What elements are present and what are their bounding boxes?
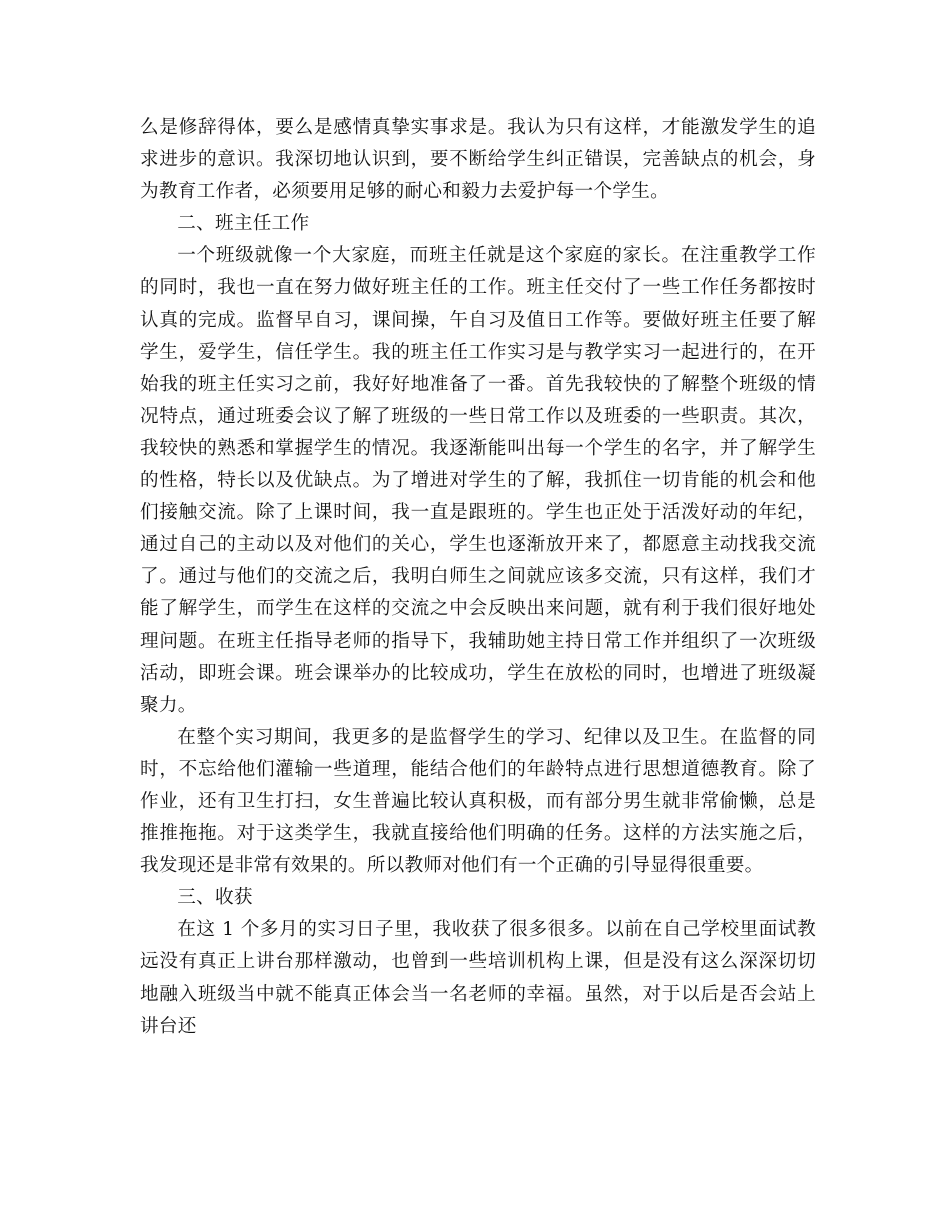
paragraph-gains: 在这 1 个多月的实习日子里，我收获了很多很多。以前在自己学校里面试教远没有真正上讲台那样激动，也曾到一些培训机构上课，但是没有这么深深切切地融入班级当中就不能真正体会当一名老师的幸福。虽然，对于以后是否会站上讲台还	[140, 919, 816, 1037]
paragraph-supervision: 在整个实习期间，我更多的是监督学生的学习、纪律以及卫生。在监督的同时，不忘给他们灌输一些道理，能结合他们的年龄特点进行思想道德教育。除了作业，还有卫生打扫，女生普遍比较认真积极，而有部分男生就非常偷懒，总是推推拖拖。对于这类学生，我就直接给他们明确的任务。这样的方法实施之后，我发现还是非常有效果的。所以教师对他们有一个正确的引导显得很重要。	[140, 726, 816, 877]
paragraph-continued: 么是修辞得体，要么是感情真挚实事求是。我认为只有这样，才能激发学生的追求进步的意识。我深切地认识到，要不断给学生纠正错误，完善缺点的机会，身为教育工作者，必须要用足够的耐心和毅力去爱护每一个学生。	[140, 117, 816, 203]
section-heading-gains: 三、收获	[177, 887, 253, 909]
paragraph-head-teacher-work: 一个班级就像一个大家庭，而班主任就是这个家庭的家长。在注重教学工作的同时，我也一直在努力做好班主任的工作。班主任交付了一些工作任务都按时认真的完成。监督早自习，课间操，午自习及值日工作等。要做好班主任要了解学生，爱学生，信任学生。我的班主任工作实习是与教学实习一起进行的，在开始我的班主任实习之前，我好好地准备了一番。首先我较快的了解整个班级的情况特点，通过班委会议了解了班级的一些日常工作以及班委的一些职责。其次，我较快的熟悉和掌握学生的情况。我逐渐能叫出每一个学生的名字，并了解学生的性格，特长以及优缺点。为了增进对学生的了解，我抓住一切肯能的机会和他们接触交流。除了上课时间，我一直是跟班的。学生也正处于活泼好动的年纪，通过自己的主动以及对他们的关心，学生也逐渐放开来了，都愿意主动找我交流了。通过与他们的交流之后，我明白师生之间就应该多交流，只有这样，我们才能了解学生，而学生在这样的交流之中会反映出来问题，就有利于我们很好地处理问题。在班主任指导老师的指导下，我辅助她主持日常工作并组织了一次班级活动，即班会课。班会课举办的比较成功，学生在放松的同时，也增进了班级凝聚力。	[140, 245, 816, 716]
document-body	[140, 112, 816, 1043]
section-heading-head-teacher-work: 二、班主任工作	[177, 213, 310, 235]
